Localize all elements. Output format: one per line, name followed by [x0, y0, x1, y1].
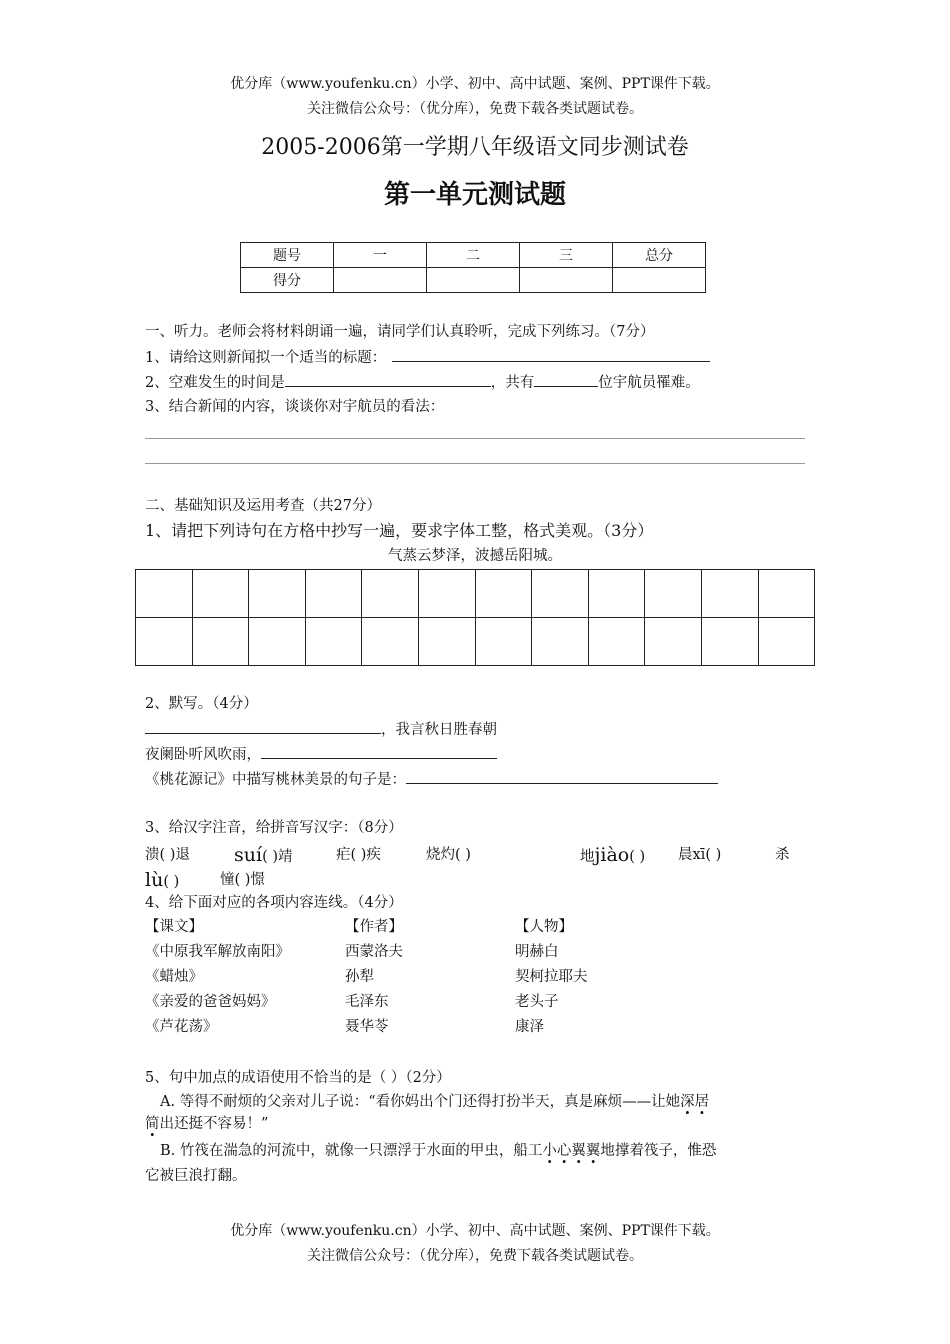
grid-cell[interactable]: [192, 618, 249, 666]
grid-row: [136, 618, 815, 666]
option-b-text: B. 竹筏在湍急的河流中，就像一只漂浮于水面的甲虫，船工: [160, 1143, 543, 1159]
pinyin-blank: ( ): [163, 874, 180, 890]
option-a-line1[interactable]: [160, 1092, 709, 1112]
section1-q1: [145, 347, 710, 368]
footer-line-1: 优分库（www.youfenku.cn）小学、初中、高中试题、案例、PPT课件下载。: [230, 1223, 720, 1239]
grid-cell[interactable]: [418, 618, 475, 666]
section1-q2-text-b: ，共有: [490, 375, 535, 391]
section2-q5: 5、句中加点的成语使用不恰当的是（ ）（2分）: [145, 1070, 451, 1086]
score-row-label: 得分: [241, 268, 334, 293]
section2-q1: 1、请把下列诗句在方格中抄写一遍，要求字体工整，格式美观。（3分）: [145, 521, 654, 540]
option-b-text-mid: 地撑着筏子，惟恐: [600, 1143, 717, 1159]
option-b-line2[interactable]: 它被巨浪打翻。: [145, 1168, 247, 1184]
poem-line: 气蒸云梦泽，波撼岳阳城。: [388, 548, 562, 564]
copy-grid: [135, 569, 815, 666]
author-item[interactable]: 西蒙洛夫: [345, 944, 403, 960]
option-a-line2[interactable]: [145, 1114, 268, 1134]
grid-cell[interactable]: [136, 570, 193, 618]
work-item[interactable]: 《中原我军解放南阳》: [145, 944, 290, 960]
section2-q2-line3: [145, 769, 718, 790]
section1-heading: 一、听力。老师会将材料朗诵一遍，请同学们认真聆听，完成下列练习。（7分）: [145, 324, 655, 340]
grid-cell[interactable]: [192, 570, 249, 618]
grid-cell[interactable]: [701, 618, 758, 666]
exam-title: 2005-2006第一学期八年级语文同步测试卷: [261, 135, 689, 160]
works-column: [145, 915, 290, 1040]
option-a-text-end: 出还挺不容易！”: [159, 1116, 269, 1132]
answer-blank[interactable]: [145, 719, 381, 734]
authors-column: [345, 915, 403, 1040]
score-cell[interactable]: [613, 268, 706, 293]
work-item[interactable]: 《芦花荡》: [145, 1019, 218, 1035]
pinyin-blank: ( ): [629, 849, 646, 865]
works-header: 【课文】: [145, 919, 203, 935]
grid-cell[interactable]: [475, 570, 532, 618]
score-header-cell: 一: [334, 243, 427, 268]
pinyin-item[interactable]: 晨xī( ): [678, 847, 722, 863]
score-table-header-row: [241, 243, 706, 268]
grid-cell[interactable]: [532, 618, 589, 666]
score-table: [240, 242, 706, 293]
section2-q2-line1: [145, 719, 497, 740]
grid-cell[interactable]: [305, 570, 362, 618]
score-cell[interactable]: [427, 268, 520, 293]
answer-blank[interactable]: [534, 372, 598, 387]
section1-q1-text: 1、请给这则新闻拟一个适当的标题：: [145, 350, 387, 366]
work-item[interactable]: 《蜡烛》: [145, 969, 203, 985]
grid-cell[interactable]: [588, 618, 645, 666]
score-header-cell: 题号: [241, 243, 334, 268]
answer-blank[interactable]: [261, 744, 497, 759]
dotted-char: 小: [542, 1143, 557, 1159]
author-item[interactable]: 毛泽东: [345, 994, 389, 1010]
grid-cell[interactable]: [249, 570, 306, 618]
section2-heading: 二、基础知识及运用考查（共27分）: [145, 498, 381, 514]
grid-cell[interactable]: [645, 570, 702, 618]
grid-cell[interactable]: [249, 618, 306, 666]
grid-cell[interactable]: [701, 570, 758, 618]
pinyin-blank: ( )靖: [262, 849, 293, 865]
grid-cell[interactable]: [362, 618, 419, 666]
score-cell[interactable]: [334, 268, 427, 293]
grid-cell[interactable]: [362, 570, 419, 618]
section2-q2-line3-text: 《桃花源记》中描写桃林美景的句子是：: [145, 772, 406, 788]
section2-q2-line2: [145, 744, 497, 765]
pinyin-text: lù: [145, 869, 164, 891]
header-line-1: 优分库（www.youfenku.cn）小学、初中、高中试题、案例、PPT课件下载。: [230, 76, 720, 92]
grid-cell[interactable]: [758, 618, 815, 666]
pinyin-item[interactable]: [234, 845, 293, 867]
section1-q2: [145, 372, 700, 393]
pinyin-item[interactable]: [145, 870, 179, 892]
score-header-cell: 总分: [613, 243, 706, 268]
grid-cell[interactable]: [645, 618, 702, 666]
grid-cell[interactable]: [758, 570, 815, 618]
option-a-text: A. 等得不耐烦的父亲对儿子说：“看你妈出个门还得打扮半天，真是麻烦——让她: [160, 1094, 681, 1110]
exam-subtitle: 第一单元测试题: [383, 180, 566, 210]
author-item[interactable]: 孙犁: [345, 969, 374, 985]
answer-blank[interactable]: [285, 372, 491, 387]
work-item[interactable]: 《亲爱的爸爸妈妈》: [145, 994, 276, 1010]
character-item[interactable]: 康泽: [515, 1019, 544, 1035]
pinyin-item[interactable]: [580, 845, 645, 867]
author-item[interactable]: 聂华苓: [345, 1019, 389, 1035]
score-table-row: [241, 268, 706, 293]
pinyin-text: jiào: [594, 844, 630, 866]
grid-cell[interactable]: [588, 570, 645, 618]
option-b-line1[interactable]: [160, 1141, 716, 1161]
character-item[interactable]: 明赫白: [515, 944, 559, 960]
grid-row: [136, 570, 815, 618]
grid-cell[interactable]: [305, 618, 362, 666]
dotted-char: 深: [680, 1094, 695, 1110]
score-header-cell: 三: [520, 243, 613, 268]
section2-q3: 3、给汉字注音，给拼音写汉字：（8分）: [145, 820, 403, 836]
pinyin-item[interactable]: 疟( )疾: [336, 847, 381, 863]
score-header-cell: 二: [427, 243, 520, 268]
answer-line[interactable]: [145, 463, 805, 464]
answer-blank[interactable]: [392, 347, 710, 362]
section1-q2-text-c: 位宇航员罹难。: [598, 375, 700, 391]
authors-header: 【作者】: [345, 919, 403, 935]
section2-q4: 4、给下面对应的各项内容连线。（4分）: [145, 895, 403, 911]
characters-column: [515, 915, 588, 1040]
answer-blank[interactable]: [406, 769, 718, 784]
grid-cell[interactable]: [475, 618, 532, 666]
dotted-char: 翼: [585, 1143, 601, 1159]
character-item[interactable]: 契柯拉耶夫: [515, 969, 588, 985]
section2-q2-line2-text: 夜阑卧听风吹雨，: [145, 747, 261, 763]
pinyin-item[interactable]: 憧( )憬: [220, 872, 265, 888]
grid-cell[interactable]: [136, 618, 193, 666]
grid-cell[interactable]: [418, 570, 475, 618]
pinyin-char: 地: [580, 849, 595, 865]
dotted-char: 心: [556, 1143, 572, 1159]
dotted-char: 居: [694, 1094, 710, 1110]
dotted-char: 简: [145, 1116, 160, 1132]
section1-q3: 3、结合新闻的内容，谈谈你对宇航员的看法：: [145, 399, 445, 415]
section2-q2: 2、默写。（4分）: [145, 696, 258, 712]
pinyin-item[interactable]: 杀: [775, 847, 790, 863]
pinyin-text: suí: [234, 844, 263, 866]
dotted-char: 翼: [571, 1143, 586, 1159]
characters-header: 【人物】: [515, 919, 573, 935]
score-cell[interactable]: [520, 268, 613, 293]
answer-line[interactable]: [145, 438, 805, 439]
pinyin-item[interactable]: 烧灼( ): [426, 847, 471, 863]
footer-line-2: 关注微信公众号：（优分库），免费下载各类试题试卷。: [307, 1248, 643, 1264]
pinyin-item[interactable]: 溃( )退: [145, 847, 190, 863]
section2-q2-line1-text: ，我言秋日胜春朝: [381, 722, 497, 738]
section1-q2-text-a: 2、空难发生的时间是: [145, 375, 285, 391]
grid-cell[interactable]: [532, 570, 589, 618]
character-item[interactable]: 老头子: [515, 994, 559, 1010]
header-line-2: 关注微信公众号：（优分库），免费下载各类试题试卷。: [307, 101, 643, 117]
